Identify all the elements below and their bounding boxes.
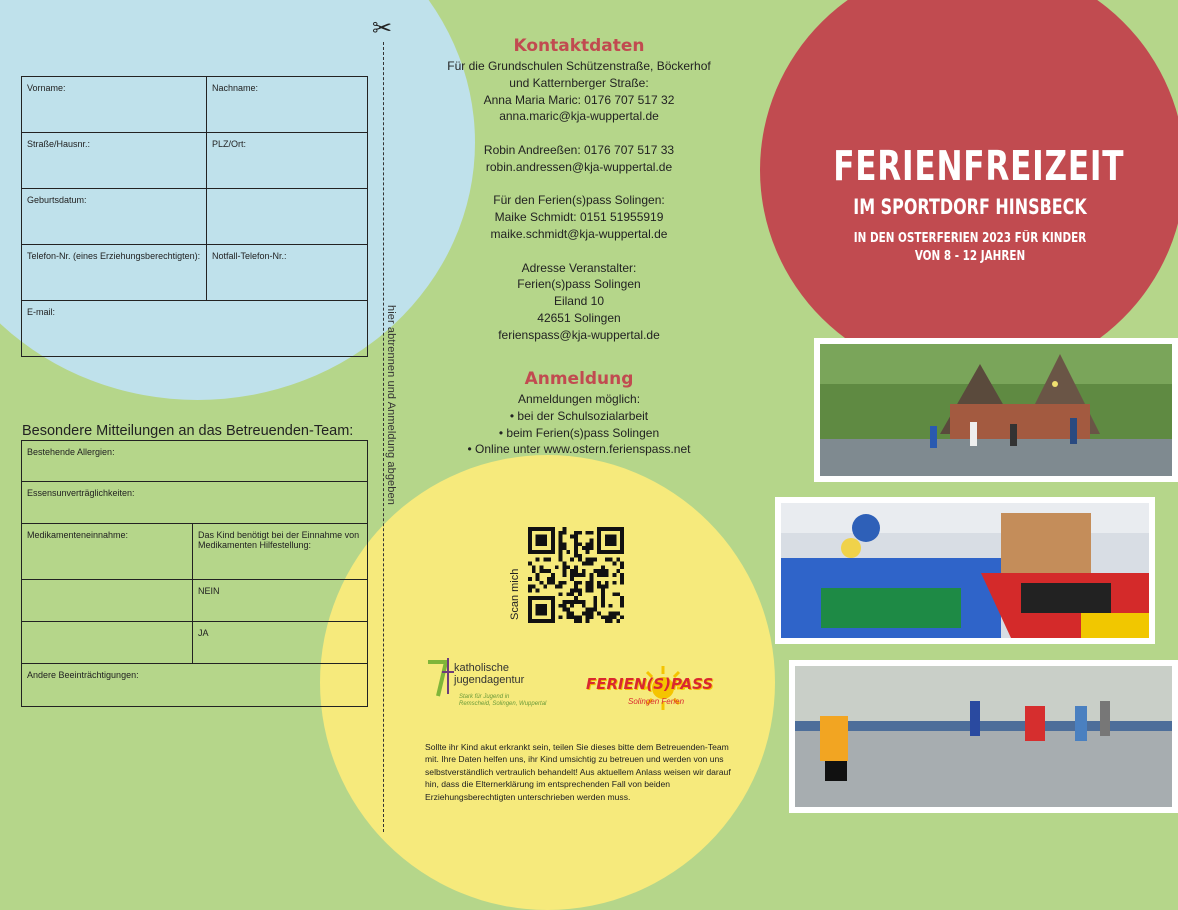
cut-instruction: hier abtrennen und Anmeldung abgeben — [385, 305, 397, 505]
contact-phone: Maike Schmidt: 0151 51955919 — [494, 210, 664, 225]
form-row — [22, 441, 368, 482]
organizer-city: 42651 Solingen — [537, 310, 621, 325]
contact-intro-line: und Katternberger Straße: — [509, 75, 649, 90]
registration-intro: Anmeldungen möglich: — [517, 392, 641, 406]
special-notes-form — [21, 440, 368, 707]
hero-description-line: VON 8 - 12 JAHREN — [914, 249, 1026, 264]
organizer-label: Adresse Veranstalter: — [521, 260, 637, 275]
kja-name-line: katholische — [454, 662, 510, 674]
registration-option: • bei der Schulsozialarbeit — [430, 408, 728, 425]
form-row — [22, 482, 368, 524]
impairments-field[interactable]: Andere Beeinträchtigungen: — [22, 664, 368, 707]
special-notes-heading: Besondere Mitteilungen an das Betreuenden-Team: — [22, 423, 354, 439]
qr-label: Scan mich — [509, 568, 521, 620]
medication-no-field[interactable] — [22, 580, 193, 622]
zip-city-field[interactable]: PLZ/Ort: — [207, 133, 368, 189]
hero-subtitle: IM SPORTDORF HINSBECK — [853, 195, 1087, 219]
form-row — [22, 77, 368, 133]
kja-logo — [426, 656, 566, 720]
ferienspass-wordmark: FERIEN(S)PASS — [586, 675, 714, 693]
kja-name — [454, 662, 524, 686]
form-row — [22, 664, 368, 707]
registration-section — [430, 369, 728, 458]
privacy-notice: Sollte ihr Kind akut erkrankt sein, teilen Sie dieses bitte dem Betreuenden-Team mit. Ihre Daten helfen uns, ihr Kind umsichtig zu betreuen und werden von uns selbstverständlich vertraulich behandelt! Aus aktuellem Anlass weisen wir darauf hin, dass die Elternerklärung im entsprechenden Fall von beiden Erziehungsberechtigten unterschrieben werden muss. — [425, 742, 731, 802]
kja-name-line: jugendagentur — [454, 674, 525, 686]
form-row — [22, 189, 368, 245]
yes-option[interactable]: JA — [193, 622, 368, 664]
medication-yes-field[interactable] — [22, 622, 193, 664]
registration-option-link[interactable]: • Online unter www.ostern.ferienspass.net — [430, 441, 728, 458]
contact-email[interactable]: anna.maric@kja-wuppertal.de — [499, 109, 659, 124]
registration-title: Anmeldung — [524, 369, 634, 389]
qr-code-icon[interactable] — [528, 527, 624, 623]
contact-title: Kontaktdaten — [513, 36, 645, 56]
contact-email[interactable]: robin.andressen@kja-wuppertal.de — [485, 159, 673, 174]
contact-section — [430, 36, 728, 344]
form-row — [22, 301, 368, 357]
hero-section — [790, 142, 1150, 266]
first-name-field[interactable]: Vorname: — [22, 77, 207, 133]
hero-title: FERIENFREIZEIT — [833, 142, 1125, 190]
allergies-field[interactable]: Bestehende Allergien: — [22, 441, 368, 482]
hero-description — [826, 230, 1114, 266]
kja-slogan-line: Remscheid, Solingen, Wuppertal — [459, 701, 547, 707]
emergency-phone-field[interactable]: Notfall-Telefon-Nr.: — [207, 245, 368, 301]
ferienspass-logo — [586, 667, 726, 717]
guardian-phone-field[interactable]: Telefon-Nr. (eines Erziehungsberechtigten): — [22, 245, 207, 301]
medication-help-question: Das Kind benötigt bei der Einnahme von Medikamenten Hilfestellung: — [193, 524, 368, 580]
kja-logo-mark-icon — [426, 656, 456, 702]
cut-line — [383, 42, 384, 832]
organizer-email[interactable]: ferienspass@kja-wuppertal.de — [498, 327, 660, 342]
form-row — [22, 580, 368, 622]
contact-label: Für den Ferien(s)pass Solingen: — [493, 193, 665, 208]
form-row — [22, 622, 368, 664]
contact-email[interactable]: maike.schmidt@kja-wuppertal.de — [490, 226, 668, 241]
birthdate-field[interactable]: Geburtsdatum: — [22, 189, 207, 245]
last-name-field[interactable]: Nachname: — [207, 77, 368, 133]
photo-indoor-foam-pit — [775, 497, 1155, 644]
organizer-name: Ferien(s)pass Solingen — [517, 277, 641, 292]
photo-outdoor-volleyball — [814, 338, 1178, 482]
registration-option: • beim Ferien(s)pass Solingen — [430, 425, 728, 442]
form-row — [22, 524, 368, 580]
contact-phone: Anna Maria Maric: 0176 707 517 32 — [483, 92, 675, 107]
form-row — [22, 245, 368, 301]
contact-intro-line: Für die Grundschulen Schützenstraße, Böckerhof — [447, 59, 711, 73]
photo-indoor-soccer — [789, 660, 1178, 813]
form-row — [22, 133, 368, 189]
kja-slogan — [459, 694, 546, 708]
medication-field[interactable]: Medikamenteneinnahme: — [22, 524, 193, 580]
contact-phone: Robin Andreeßen: 0176 707 517 33 — [483, 142, 675, 157]
no-option[interactable]: NEIN — [193, 580, 368, 622]
hero-description-line: IN DEN OSTERFERIEN 2023 FÜR KINDER — [853, 231, 1087, 246]
scissors-icon: ✂ — [372, 14, 393, 42]
intolerances-field[interactable]: Essensunverträglichkeiten: — [22, 482, 368, 524]
ferienspass-subtitle: Solingen Ferien — [628, 697, 685, 706]
empty-field[interactable] — [207, 189, 368, 245]
kja-slogan-line: Stark für Jugend in — [459, 694, 510, 700]
registration-form — [21, 76, 368, 357]
email-field[interactable]: E-mail: — [22, 301, 368, 357]
organizer-street: Eiland 10 — [553, 294, 605, 309]
street-field[interactable]: Straße/Hausnr.: — [22, 133, 207, 189]
